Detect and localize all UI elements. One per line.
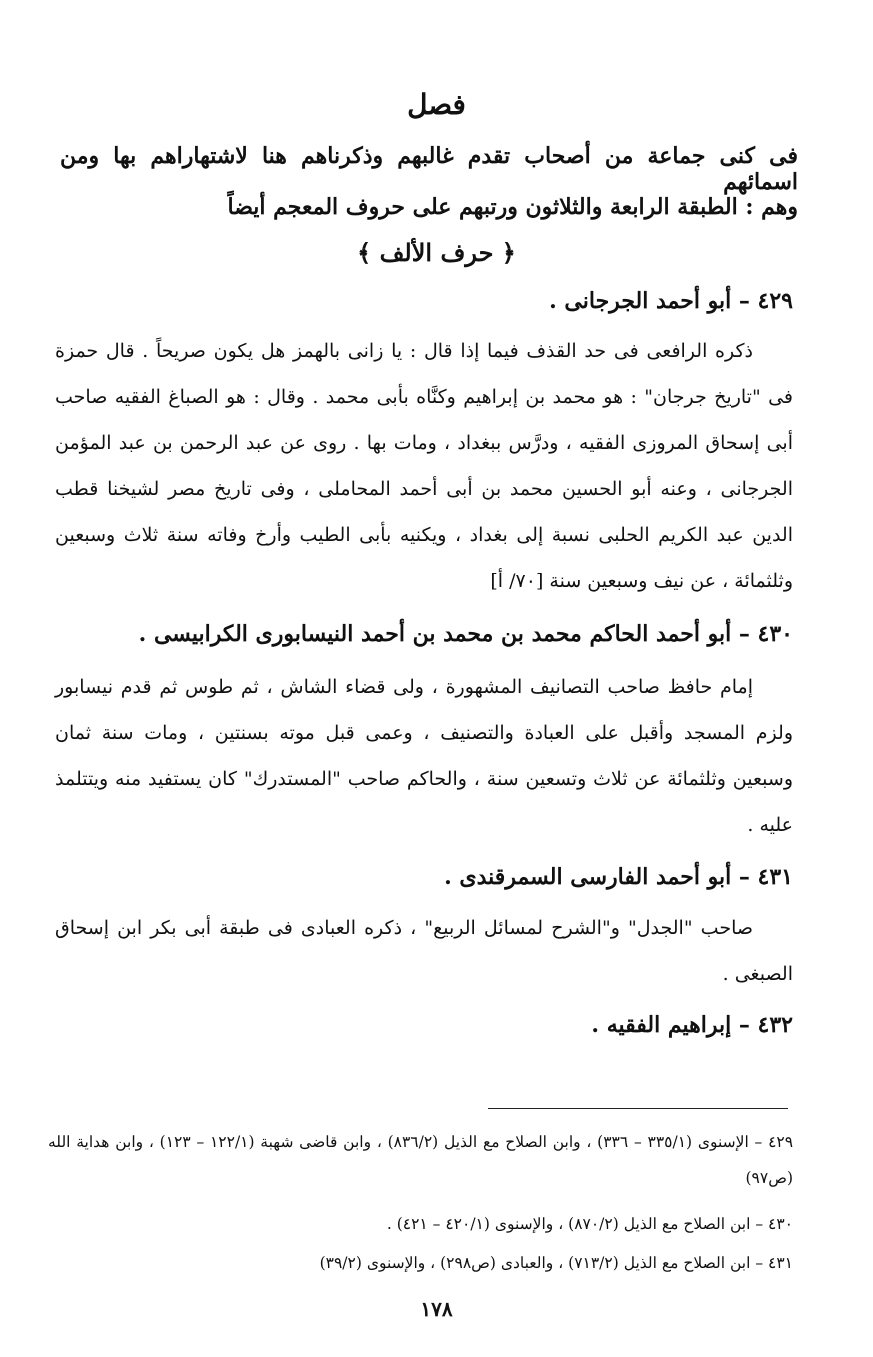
entry-body-431: صاحب "الجدل" و"الشرح لمسائل الربيع" ، ذكره العبادى فى طبقة أبى بكر ابن إسحاق الصبغى . (55, 917, 793, 985)
section-subtitle-line-2: وهم : الطبقة الرابعة والثلاثون ورتبهم على حروف المعجم أيضاً (227, 194, 798, 220)
footnote-431: ٤٣١ – ابن الصلاح مع الذيل (٧١٣/٢) ، والعبادى (ص٢٩٨) ، والإسنوى (٣٩/٢) (319, 1254, 793, 1272)
entry-body-430: إمام حافظ صاحب التصانيف المشهورة ، ولى قضاء الشاش ، ثم طوس ثم قدم نيسابور ولزم المسجد وأقبل على العبادة والتصنيف ، وعمى قبل موته بسنتين ، ومات سنة ثمان وسبعين وثلثمائة عن ثلاث وتسعين سنة ، والحاكم صاحب "المستدرك" كان يستفيد منه ويتتلمذ عليه . (55, 676, 793, 836)
entry-heading-432: ٤٣٢ – إبراهيم الفقيه . (591, 1012, 793, 1038)
page-number: ١٧٨ (420, 1297, 453, 1321)
entry-body-429: ذكره الرافعى فى حد القذف فيما إذا قال : يا زانى بالهمز هل يكون صريحاً . قال حمزة فى "تاريخ جرجان" : هو محمد بن إبراهيم وكنَّاه بأبى محمد . وقال : هو الصباغ الفقيه صاحب أبى إسحاق المروزى الفقيه ، ودرَّس ببغداد ، ومات بها . روى عن عبد الرحمن بن عبد المؤمن الجرجانى ، وعنه أبو الحسين محمد بن أبى أحمد المحاملى ، وفى تاريخ مصر لشيخنا قطب الدين عبد الكريم الحلبى نسبة إلى بغداد ، ويكنيه بأبى الطيب وأرخ وفاته سنة ثلاث وسبعين وثلثمائة ، عن نيف وسبعين سنة [٧٠/ أ] (55, 340, 793, 592)
entry-heading-431: ٤٣١ – أبو أحمد الفارسى السمرقندى . (444, 864, 793, 890)
section-subtitle-line-1: فى كنى جماعة من أصحاب تقدم غالبهم وذكرناهم هنا لاشتهاراهم بها ومن اسمائهم (60, 143, 798, 195)
footnote-430: ٤٣٠ – ابن الصلاح مع الذيل (٨٧٠/٢) ، والإسنوى (٤٢٠/١ – ٤٢١) . (386, 1215, 793, 1233)
section-title: فصل (407, 88, 466, 121)
footnote-429: ٤٢٩ – الإسنوى (٣٣٥/١ – ٣٣٦) ، وابن الصلاح مع الذيل (٨٣٦/٢) ، وابن قاضى شهبة (١٢٢/١ – ١٢٣) ، وابن هداية الله (ص٩٧) (48, 1133, 794, 1187)
letter-heading: ﴿ حرف الألف ﴾ (357, 238, 516, 267)
footnote-separator (488, 1108, 788, 1109)
entry-heading-429: ٤٢٩ – أبو أحمد الجرجانى . (549, 288, 793, 314)
entry-heading-430: ٤٣٠ – أبو أحمد الحاكم محمد بن محمد بن أحمد النيسابورى الكرابيسى . (138, 621, 793, 647)
